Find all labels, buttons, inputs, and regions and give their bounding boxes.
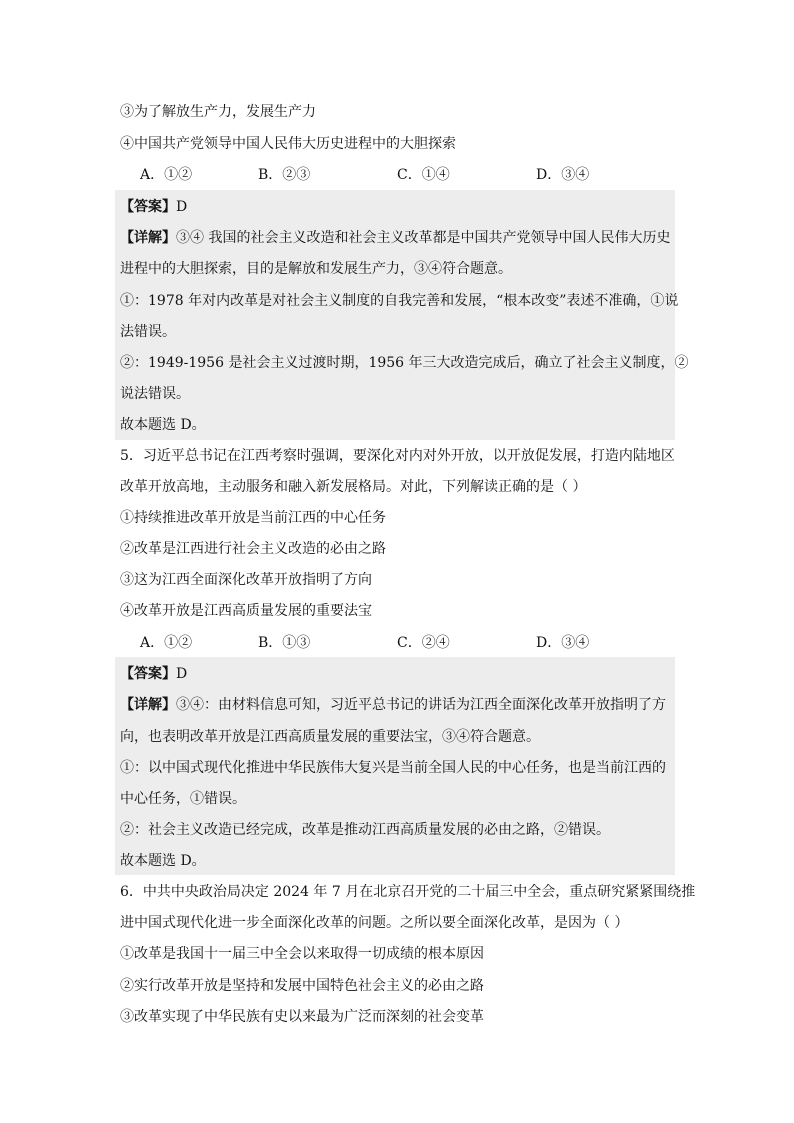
q5-statement-1: ①持续推进改革开放是当前江西的中心任务 [120, 510, 386, 526]
q4-option-a: A．①② [140, 167, 193, 183]
answer-block-1-background [115, 190, 675, 440]
q5-option-c: C．②④ [397, 635, 450, 651]
answer-label: 【答案】 [120, 666, 176, 682]
q6-stem-1: 6．中共中央政治局决定 2024 年 7 月在北京召开党的二十届三中全会，重点研究紧紧围绕推 [120, 884, 696, 900]
explanation-label: 【详解】 [120, 697, 176, 713]
q5-explanation-2: 向，也表明改革开放是江西高质量发展的重要法宝，③④符合题意。 [120, 729, 540, 745]
answer-value: D [176, 666, 188, 682]
q5-explanation-1 [120, 696, 666, 714]
q6-statement-1: ①改革是我国十一届三中全会以来取得一切成绩的根本原因 [120, 946, 484, 962]
explanation-label: 【详解】 [120, 230, 176, 246]
q4-explanation-1 [120, 229, 670, 247]
q4-explanation-4: 法错误。 [120, 324, 176, 340]
q6-stem-2: 进中国式现代化进一步全面深化改革的问题。之所以要全面深化改革，是因为（ ） [120, 915, 629, 931]
q5-statement-2: ②改革是江西进行社会主义改造的必由之路 [120, 541, 386, 557]
explanation-text: ③④：由材料信息可知，习近平总书记的讲话为江西全面深化改革开放指明了方 [176, 697, 666, 713]
answer-value: D [176, 199, 188, 215]
q5-stem-2: 改革开放高地，主动服务和融入新发展格局。对此，下列解读正确的是（ ） [120, 479, 587, 495]
q5-statement-4: ④改革开放是江西高质量发展的重要法宝 [120, 603, 372, 619]
q5-explanation-4: 中心任务，①错误。 [120, 791, 246, 807]
q5-option-b: B．①③ [258, 635, 311, 651]
q5-answer [120, 665, 187, 683]
q4-option-b: B．②③ [258, 167, 311, 183]
q4-explanation-5: ②：1949-1956 是社会主义过渡时期，1956 年三大改造完成后，确立了社会主义制度，② [120, 355, 689, 371]
q6-statement-2: ②实行改革开放是坚持和发展中国特色社会主义的必由之路 [120, 978, 484, 994]
explanation-text: ③④ 我国的社会主义改造和社会主义改革都是中国共产党领导中国人民伟大历史 [176, 230, 671, 246]
q4-explanation-2: 进程中的大胆探索，目的是解放和发展生产力，③④符合题意。 [120, 261, 512, 277]
q5-explanation-5: ②：社会主义改造已经完成，改革是推动江西高质量发展的必由之路，②错误。 [120, 822, 610, 838]
q5-conclusion: 故本题选 D。 [120, 853, 206, 869]
q5-stem-1: 5．习近平总书记在江西考察时强调，要深化对内对外开放，以开放促发展，打造内陆地区 [120, 448, 675, 464]
q4-option-d: D．③④ [536, 167, 590, 183]
q4-explanation-6: 说法错误。 [120, 386, 190, 402]
q4-answer [120, 198, 187, 216]
q6-statement-3: ③改革实现了中华民族有史以来最为广泛而深刻的社会变革 [120, 1009, 484, 1025]
q5-option-a: A．①② [140, 635, 193, 651]
q4-explanation-3: ①：1978 年对内改革是对社会主义制度的自我完善和发展，“根本改变”表述不准确，①说 [120, 293, 679, 309]
q4-statement-3: ③为了解放生产力，发展生产力 [120, 104, 316, 120]
q4-option-c: C．①④ [397, 167, 450, 183]
q5-option-d: D．③④ [536, 635, 590, 651]
answer-label: 【答案】 [120, 199, 176, 215]
q4-conclusion: 故本题选 D。 [120, 417, 206, 433]
q4-statement-4: ④中国共产党领导中国人民伟大历史进程中的大胆探索 [120, 136, 456, 152]
q5-explanation-3: ①：以中国式现代化推进中华民族伟大复兴是当前全国人民的中心任务，也是当前江西的 [120, 760, 666, 776]
q5-statement-3: ③这为江西全面深化改革开放指明了方向 [120, 572, 372, 588]
